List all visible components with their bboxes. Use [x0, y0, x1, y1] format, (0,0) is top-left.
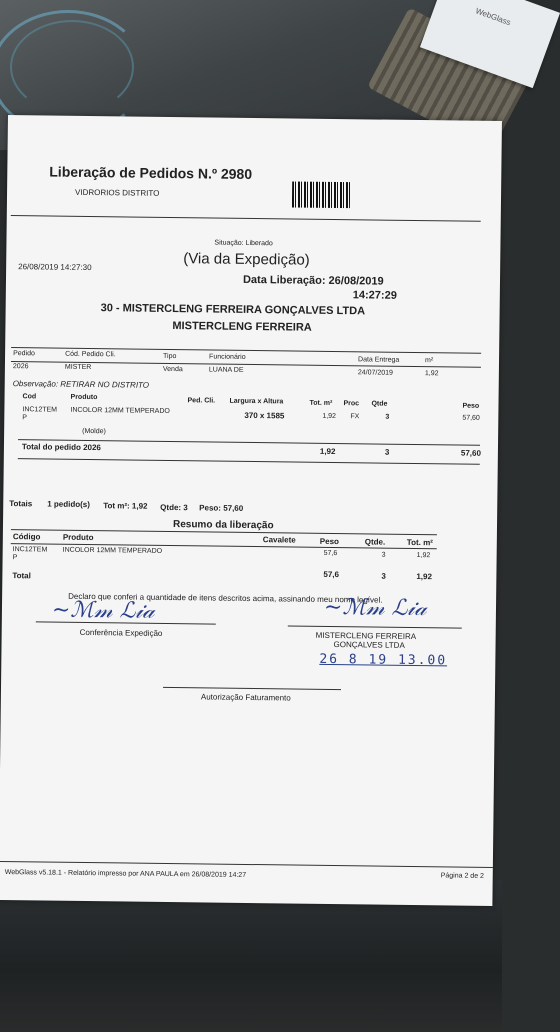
col-peso: Peso [462, 402, 480, 410]
total-pedido-label: Total do pedido 2026 [21, 442, 101, 453]
resumo-row-produto: INCOLOR 12MM TEMPERADO [62, 546, 163, 555]
data-liberacao: Data Liberação: 26/08/2019 [242, 273, 384, 288]
paper-stack-label: WebGlass [474, 6, 512, 28]
resumo-row-tot-m2: 1,92 [416, 552, 431, 560]
company-name: VIDRORIOS DISTRITO [75, 187, 160, 198]
autorizacao-label: Autorização Faturamento [200, 692, 291, 703]
cable [10, 20, 134, 114]
item-peso: 57,60 [462, 414, 480, 422]
totais-qtde: Qtde: 3 [160, 502, 188, 513]
footer-text: WebGlass v5.18.1 - Relatório impresso por ANA PAULA em 26/08/2019 14:27 [4, 869, 247, 879]
totais-peso: Peso: 57,60 [199, 503, 244, 513]
totais-label: Totais [9, 499, 33, 509]
signature-left: ~ℳ𝓂 ℒ𝒾𝒶 [51, 597, 155, 624]
total-pedido-m2: 1,92 [319, 446, 336, 457]
resumo-row-qtde: 3 [381, 551, 386, 559]
printed-at: 26/08/2019 14:27:30 [18, 262, 92, 273]
col-funcionario: Funcionário [209, 353, 246, 361]
item-molde: (Molde) [82, 427, 106, 436]
col-ped-cli: Ped. Cli. [187, 397, 216, 405]
resumo-row-codigo: INC12TEM [12, 546, 48, 554]
divider [18, 458, 480, 465]
col-tot-m2: Tot. m² [309, 399, 333, 407]
resumo-total-qtde: 3 [381, 571, 386, 581]
resumo-row-peso: 57,6 [323, 549, 338, 558]
item-cod: INC12TEM [22, 406, 58, 414]
client-line: 30 - MISTERCLENG FERREIRA GONÇALVES LTDA [100, 302, 366, 318]
row-data-entrega: 24/07/2019 [357, 369, 393, 377]
via-label: (Via da Expedição) [183, 250, 310, 269]
page-number: Página 2 de 2 [440, 872, 484, 880]
row-funcionario: LUANA DE [208, 366, 244, 374]
signer-line-2: GONÇALVES LTDA [333, 640, 405, 650]
row-tipo: Venda [162, 365, 183, 374]
observacao: Observação: RETIRAR NO DISTRITO [12, 379, 150, 390]
signature-right: ~ℳ𝓂 ℒ𝒾𝒶 [323, 594, 427, 622]
col-produto: Produto [70, 393, 98, 402]
client-short: MISTERCLENG FERREIRA [172, 320, 312, 334]
col-data-entrega: Data Entrega [357, 356, 400, 364]
item-cod-suffix: P [22, 414, 28, 422]
resumo-col-peso: Peso [319, 536, 339, 547]
item-largura-altura: 370 x 1585 [244, 410, 285, 421]
row-cod-pedido: MISTER [64, 363, 92, 372]
col-cod: Cod [22, 393, 37, 401]
resumo-col-codigo: Código [12, 532, 41, 542]
declaro-text: Declaro que conferi a quantidade de itens descritos acima, assinando meu nome legível. [68, 591, 383, 605]
situacao: Situação: Liberado [214, 239, 273, 248]
col-m2: m² [424, 357, 434, 365]
resumo-col-produto: Produto [62, 532, 94, 543]
row-pedido: 2026 [12, 363, 29, 371]
signer-line-1: MISTERCLENG FERREIRA [315, 630, 417, 642]
resumo-title: Resumo da liberação [172, 519, 274, 532]
col-proc: Proc [343, 400, 360, 408]
col-largura-altura: Largura x Altura [229, 397, 284, 406]
item-tot-m2: 1,92 [322, 412, 337, 421]
col-cod-pedido: Cód. Pedido Cli. [65, 350, 116, 359]
divider [11, 215, 481, 222]
barcode [292, 181, 350, 208]
resumo-total-peso: 57,6 [323, 569, 340, 580]
resumo-col-tot-m2: Tot. m² [406, 537, 433, 548]
resumo-col-cavalete: Cavalete [262, 535, 296, 545]
item-proc: FX [350, 413, 360, 421]
col-qtde: Qtde [371, 400, 388, 408]
item-produto: INCOLOR 12MM TEMPERADO [70, 406, 170, 415]
col-tipo: Tipo [163, 352, 177, 361]
signature-line [288, 625, 462, 628]
conferencia-label: Conferência Expedição [79, 627, 163, 638]
resumo-total-label: Total [12, 571, 31, 581]
row-m2: 1,92 [424, 370, 439, 378]
divider [0, 861, 493, 868]
hora-liberacao: 14:27:29 [352, 289, 397, 302]
item-qtde: 3 [385, 413, 390, 421]
handwritten-date: 26 8 19 13.00 [319, 651, 448, 669]
signature-line [163, 687, 341, 690]
document-title: Liberação de Pedidos N.º 2980 [49, 163, 253, 182]
totais-pedidos: 1 pedido(s) [47, 499, 90, 510]
total-pedido-peso: 57,60 [460, 448, 481, 458]
resumo-row-codigo-suffix: P [12, 554, 18, 562]
resumo-col-qtde: Qtde. [364, 537, 386, 547]
resumo-total-tot-m2: 1,92 [416, 572, 433, 582]
totais-m2: Tot m²: 1,92 [103, 501, 148, 511]
col-pedido: Pedido [13, 350, 35, 358]
total-pedido-qtde: 3 [384, 447, 390, 457]
signature-line [36, 621, 216, 624]
document-page [0, 115, 502, 906]
